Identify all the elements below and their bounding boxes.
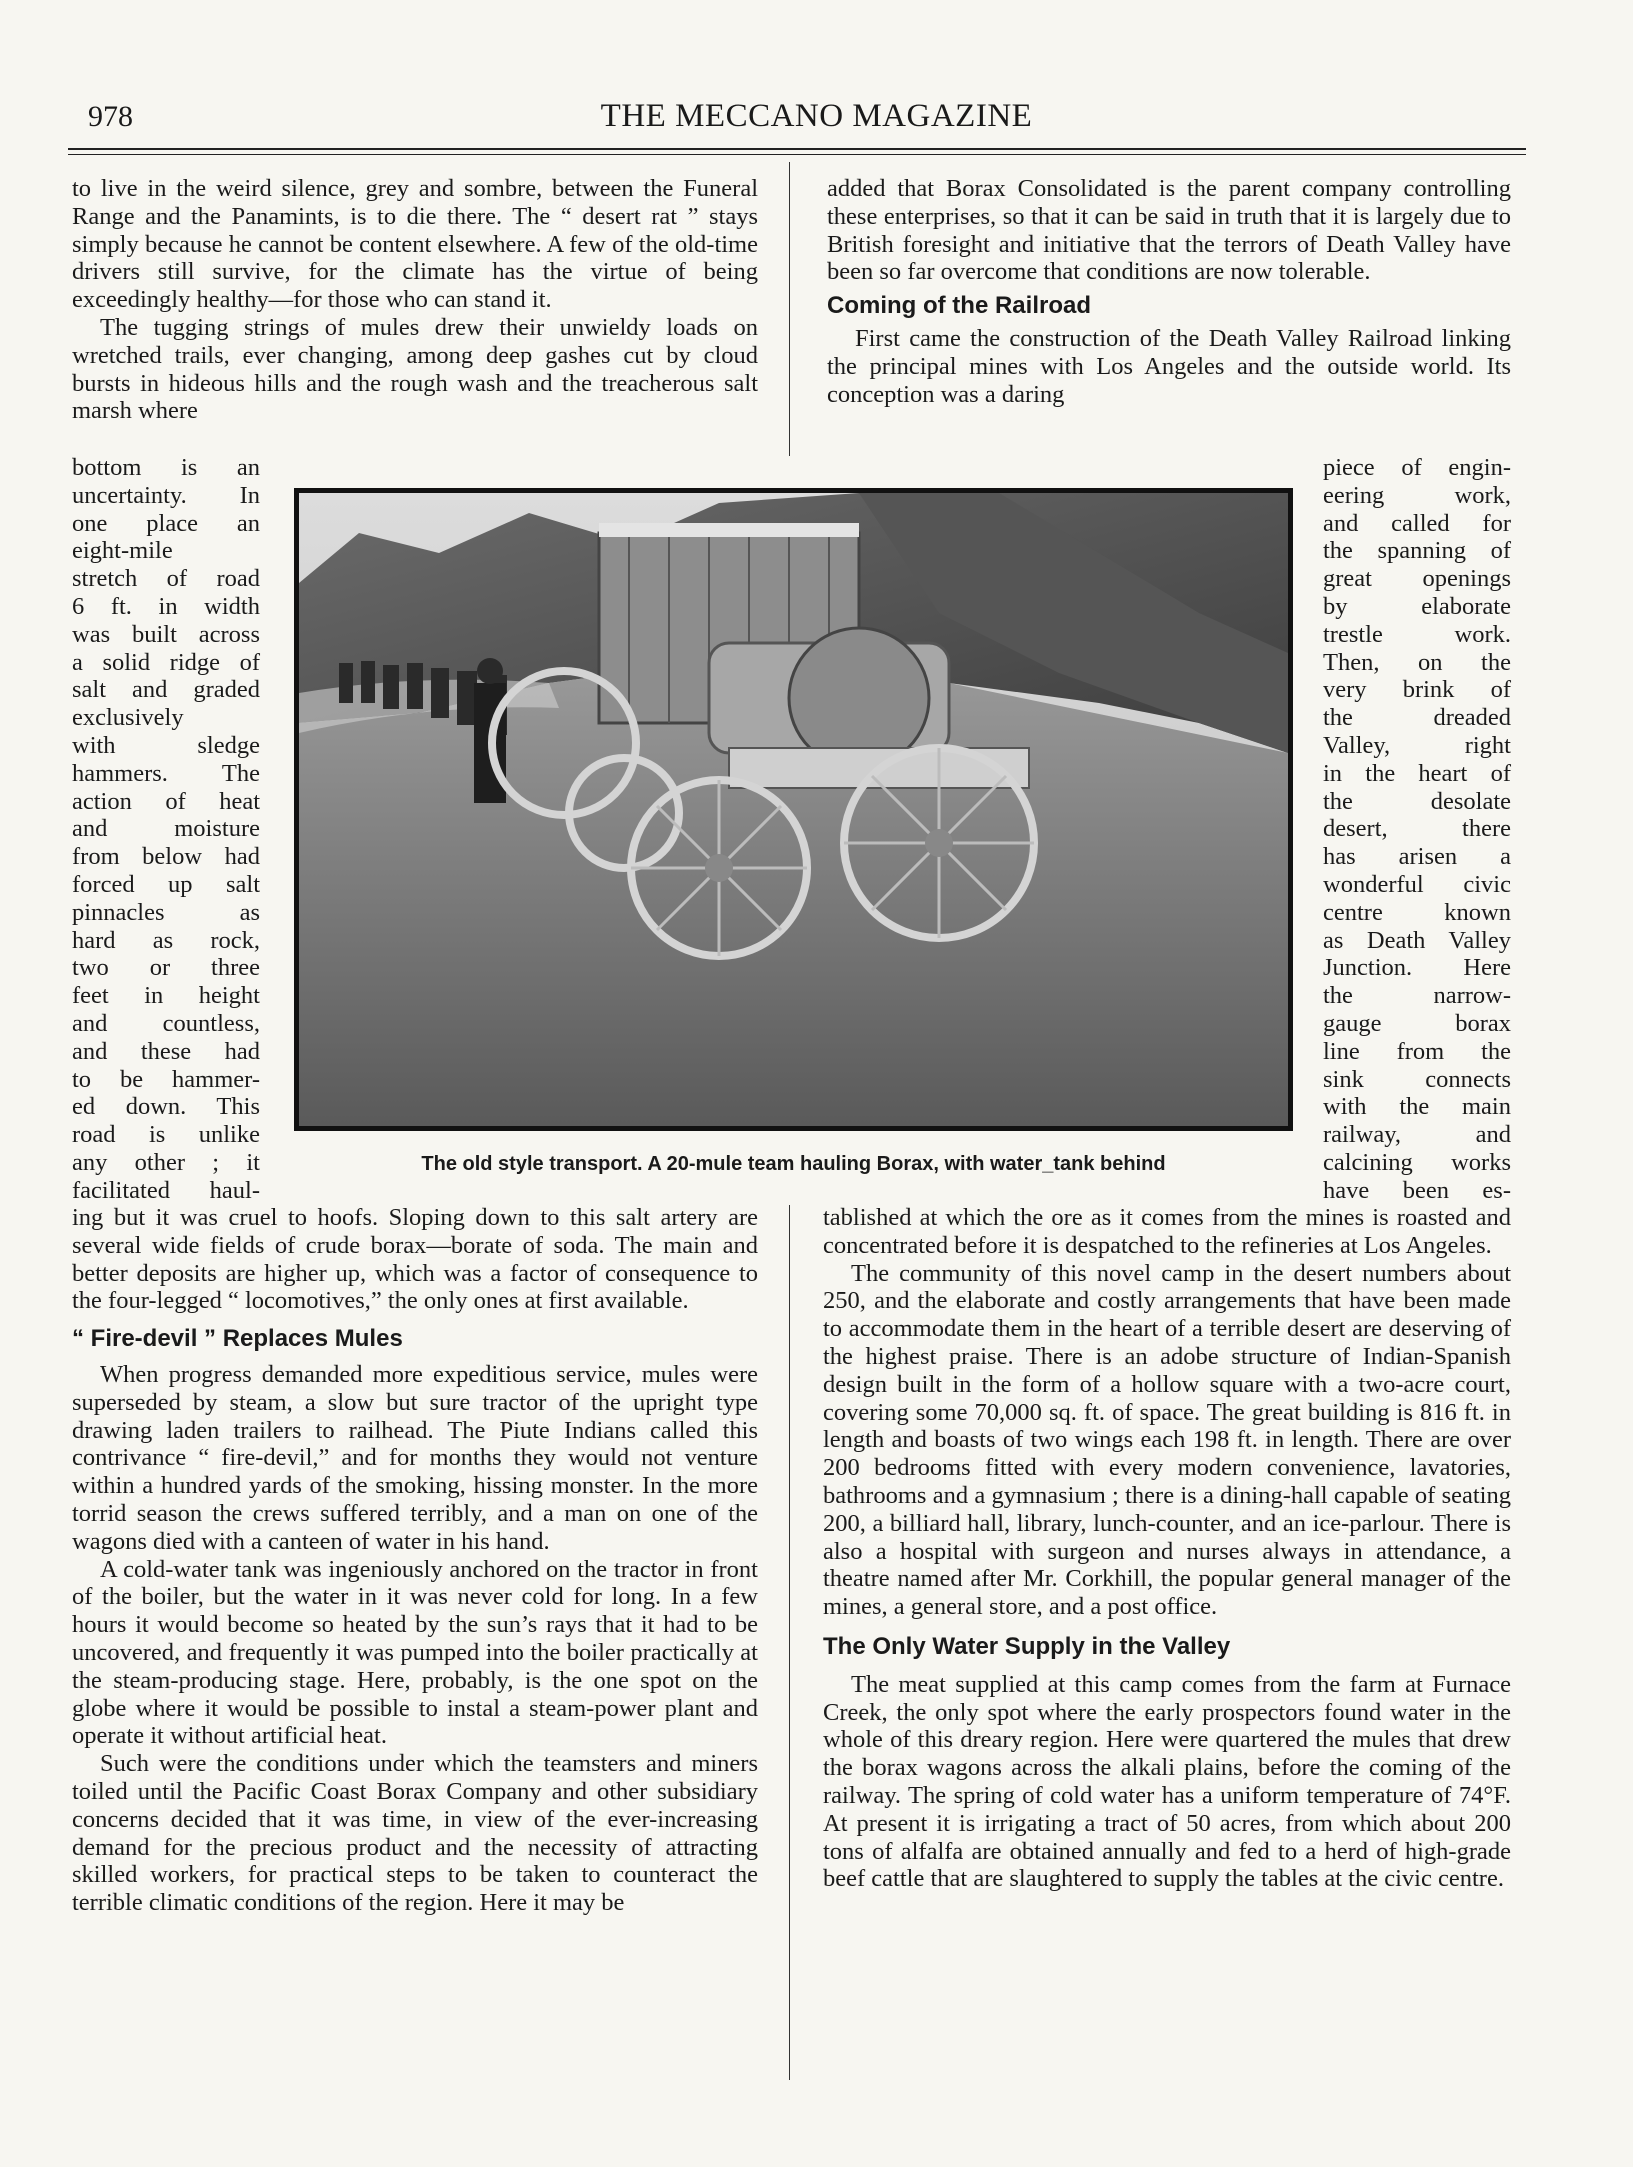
- text-line: eight-mile: [72, 537, 173, 565]
- text-line: was built across: [72, 620, 260, 648]
- text-line: and called for: [1323, 509, 1511, 537]
- paragraph: to live in the weird silence, grey and sombre, between the Funeral Range and the Panamints, is to die there. The “ desert rat ” stays simply because he cannot be content elsewhere. A few of the old-time drivers still survive, for the climate has the virtue of being exceedingly healthy—for those who can stand it.: [72, 175, 758, 314]
- header-rule-thin: [68, 154, 1526, 155]
- paragraph: added that Borax Consolidated is the parent company controlling these enterprises, so that it can be said in truth that it is largely due to British foresight and initiative that the terrors of Death Valley have been so far overcome that conditions are now tolerable.: [827, 175, 1511, 286]
- text-line: by elaborate: [1323, 592, 1511, 620]
- borax-wagon-photo-icon: [299, 493, 1288, 1126]
- magazine-title: THE MECCANO MAGAZINE: [600, 98, 1033, 134]
- text-line: uncertainty. In: [72, 481, 260, 509]
- paragraph: The meat supplied at this camp comes from the farm at Furnace Creek, the only spot where the early prospectors found water in the whole of this dreary region. Here were quartered the mules that drew the borax wagons across the alkali plains, before the coming of the railway. The spring of cold water has a uniform temperature of 74°F. At present it is irrigating a tract of 50 acres, from which about 200 tons of alfalfa are obtained annually and fed to a herd of high-grade beef cattle that are slaughtered to supply the tables at the civic centre.: [823, 1670, 1511, 1893]
- paragraph: First came the construction of the Death Valley Railroad linking the principal mines with Los Angeles and the outside world. Its conception was a daring: [827, 324, 1511, 408]
- paragraph: When progress demanded more expeditious service, mules were superseded by steam, a slow but sure tractor of the upright type drawing laden trailers to railhead. The Piute Indians called this contrivance “ fire-devil,” and for months they would not venture within a hundred yards of the smoking, hissing monster. In the more torrid season the crews suffered terribly, and a man on one of the wagons died with a canteen of water in his hand.: [72, 1360, 758, 1555]
- text-line: a solid ridge of: [72, 648, 260, 676]
- text-line: trestle work.: [1323, 620, 1511, 648]
- text-line: Valley, right: [1323, 731, 1511, 759]
- text-line: exclusively: [72, 704, 184, 732]
- text-line: 6 ft. in width: [72, 592, 260, 620]
- text-line: Junction. Here: [1323, 954, 1511, 982]
- text-line: in the heart of: [1323, 759, 1511, 787]
- right-narrow-column: [1323, 454, 1511, 1205]
- paragraph: A cold-water tank was ingeniously anchored on the tractor in front of the boiler, but the water in it was never cold for long. In a few hours it would become so heated by the sun’s rays that it had to be uncovered, and frequently it was pumped into the boiler practically at the steam-producing stage. Here, probably, is the one spot on the globe where it would be possible to instal a steam-power plant and operate it without artificial heat.: [72, 1555, 758, 1750]
- mule-team-photo: [294, 488, 1293, 1131]
- text-line: eering work,: [1323, 481, 1511, 509]
- text-line: sink connects: [1323, 1065, 1511, 1093]
- text-line: piece of engin-: [1323, 454, 1511, 481]
- text-line: action of heat: [72, 787, 260, 815]
- figure-caption: The old style transport. A 20-mule team hauling Borax, with water_tank behind: [421, 1153, 1166, 1175]
- paragraph: The tugging strings of mules drew their unwieldy loads on wretched trails, ever changing, among deep gashes cut by cloud bursts in hideous hills and the rough wash and the treacherous salt marsh where: [72, 313, 758, 425]
- left-narrow-column: [72, 454, 260, 1205]
- text-line: great openings: [1323, 565, 1511, 593]
- right-column-bottom: [823, 1204, 1511, 1893]
- page-number: 978: [88, 100, 133, 133]
- text-line: salt and graded: [72, 676, 260, 704]
- paragraph: ing but it was cruel to hoofs. Sloping down to this salt artery are several wide fields of crude borax—borate of soda. The main and better deposits are higher up, which was a factor of consequence to the four-legged “ locomotives,” the only ones at first available.: [72, 1204, 758, 1315]
- text-line: hammers. The: [72, 759, 260, 787]
- text-line: the desolate: [1323, 787, 1511, 815]
- header-rule: [68, 148, 1526, 150]
- text-line: gauge borax: [1323, 1009, 1511, 1037]
- text-line: line from the: [1323, 1037, 1511, 1065]
- column-divider-bottom: [789, 1205, 790, 2080]
- text-line: ed down. This: [72, 1093, 260, 1121]
- paragraph: tablished at which the ore as it comes from the mines is roasted and concentrated before it is despatched to the refineries at Los Angeles.: [823, 1204, 1511, 1259]
- text-line: the spanning of: [1323, 537, 1511, 565]
- text-line: hard as rock,: [72, 926, 260, 954]
- text-line: and moisture: [72, 815, 260, 843]
- text-line: one place an: [72, 509, 260, 537]
- text-line: forced up salt: [72, 870, 260, 898]
- left-column-top: [72, 175, 758, 425]
- text-line: and countless,: [72, 1009, 260, 1037]
- section-heading: The Only Water Supply in the Valley: [823, 1632, 1231, 1660]
- text-line: the dreaded: [1323, 704, 1511, 732]
- text-line: with sledge: [72, 731, 260, 759]
- text-line: desert, there: [1323, 815, 1511, 843]
- text-line: calcining works: [1323, 1148, 1511, 1176]
- section-heading: “ Fire-devil ” Replaces Mules: [72, 1325, 403, 1353]
- left-column-bottom: [72, 1204, 758, 1917]
- text-line: facilitated haul-: [72, 1176, 260, 1204]
- text-line: any other ; it: [72, 1148, 260, 1176]
- text-line: road is unlike: [72, 1121, 260, 1149]
- text-line: feet in height: [72, 982, 260, 1010]
- text-line: Then, on the: [1323, 648, 1511, 676]
- text-line: railway, and: [1323, 1121, 1511, 1149]
- text-line: has arisen a: [1323, 843, 1511, 871]
- text-line: the narrow-: [1323, 982, 1511, 1010]
- text-line: to be hammer-: [72, 1065, 260, 1093]
- text-line: very brink of: [1323, 676, 1511, 704]
- text-line: and these had: [72, 1037, 260, 1065]
- text-line: as Death Valley: [1323, 926, 1511, 954]
- right-column-top: [827, 175, 1511, 408]
- column-divider-top: [789, 162, 790, 456]
- paragraph: Such were the conditions under which the teamsters and miners toiled until the Pacific Coast Borax Company and other subsidiary concerns decided that it was time, in view of the ever-increasing demand for the precious product and the necessity of attracting skilled workers, for practical steps to be taken to counteract the terrible climatic conditions of the region. Here it may be: [72, 1750, 758, 1917]
- paragraph: The community of this novel camp in the desert numbers about 250, and the elaborate and costly arrangements that have been made to accommodate them in the heart of a terrible desert are deserving of the highest praise. There is an adobe structure of Indian-Spanish design built in the form of a hollow square with a two-acre court, covering some 70,000 sq. ft. of space. The great building is 816 ft. in length and boasts of two wings each 198 ft. in length. There are over 200 bedrooms fitted with every modern convenience, lavatories, bathrooms and a gymnasium ; there is a dining-hall capable of seating 200, a billiard hall, library, lunch-counter, and an ice-parlour. There is also a hospital with surgeon and nurses always in attendance, a theatre named after Mr. Corkhill, the popular general manager of the mines, a general store, and a post office.: [823, 1259, 1511, 1621]
- text-line: with the main: [1323, 1093, 1511, 1121]
- text-line: two or three: [72, 954, 260, 982]
- text-line: from below had: [72, 843, 260, 871]
- text-line: bottom is an: [72, 454, 260, 481]
- text-line: centre known: [1323, 898, 1511, 926]
- section-heading: Coming of the Railroad: [827, 292, 1091, 320]
- text-line: pinnacles as: [72, 898, 260, 926]
- text-line: stretch of road: [72, 565, 260, 593]
- text-line: wonderful civic: [1323, 870, 1511, 898]
- text-line: have been es-: [1323, 1176, 1511, 1204]
